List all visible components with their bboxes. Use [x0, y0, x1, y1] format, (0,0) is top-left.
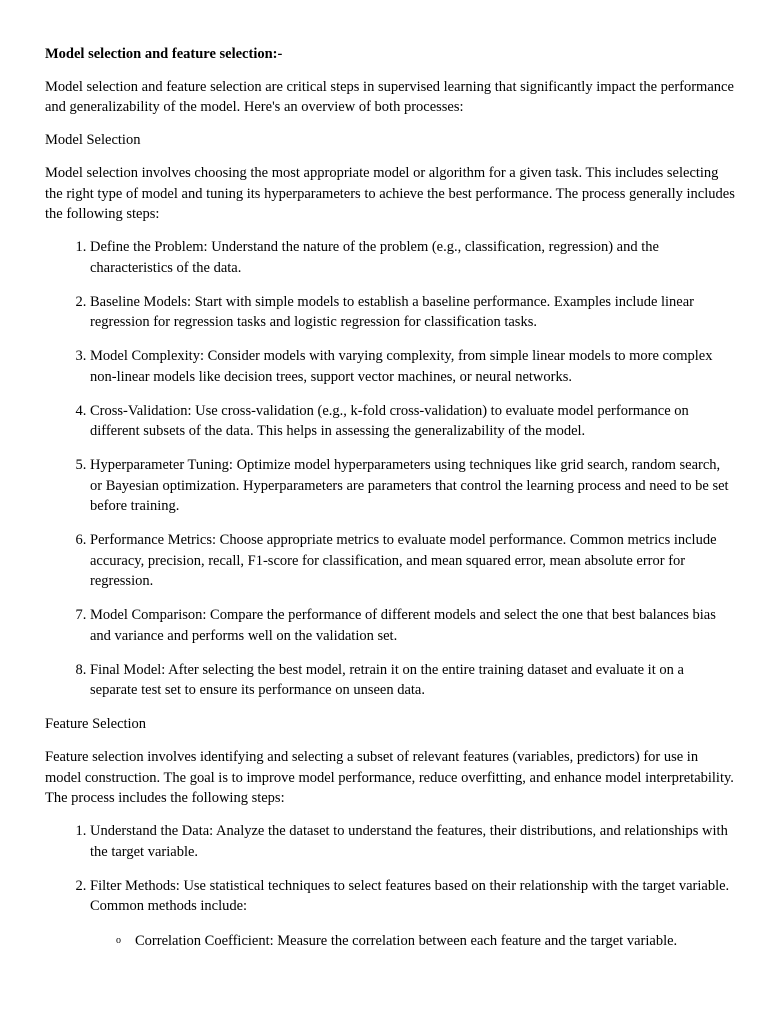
list-item: 1. Understand the Data: Analyze the dataset to understand the features, their distributions, and relationships with the target variable. [90, 821, 735, 862]
model-selection-intro: Model selection involves choosing the most appropriate model or algorithm for a given task. This includes selecting the right type of model and tuning its hyperparameters to achieve the best performance. The process generally includes the following steps: [45, 165, 735, 222]
circle-bullet-icon: o [116, 934, 121, 946]
list-item: 2. Baseline Models: Start with simple models to establish a baseline performance. Examples include linear regression for regression tasks and logistic regression for classification tasks. [90, 292, 735, 333]
model-selection-steps [45, 237, 735, 701]
feature-selection-steps [45, 821, 735, 951]
list-item: 8. Final Model: After selecting the best model, retrain it on the entire training dataset and evaluate it on a separate test set to ensure its performance on unseen data. [90, 660, 735, 701]
model-selection-heading: Model Selection [45, 132, 141, 148]
list-item-text: Filter Methods: Use statistical techniques to select features based on their relationship with the target variable. Common methods include: [90, 877, 730, 914]
list-item: 7. Model Comparison: Compare the performance of different models and select the one that best balances bias and variance and performs well on the validation set. [90, 605, 735, 646]
sub-list-item-text: Correlation Coefficient: Measure the correlation between each feature and the target variable. [135, 932, 678, 949]
feature-selection-intro: Feature selection involves identifying and selecting a subset of relevant features (variables, predictors) for use in model construction. The goal is to improve model performance, reduce overfitting, and enhance model interpretability. The process includes the following steps: [45, 749, 734, 806]
filter-methods-list [90, 931, 735, 952]
intro-paragraph: Model selection and feature selection are critical steps in supervised learning that significantly impact the performance and generalizability of the model. Here's an overview of both processes: [45, 78, 734, 115]
list-item [90, 876, 735, 952]
document-title: Model selection and feature selection:- [45, 46, 283, 62]
list-item: 1. Define the Problem: Understand the nature of the problem (e.g., classification, regression) and the characteristics of the data. [90, 237, 735, 278]
list-item: 3. Model Complexity: Consider models with varying complexity, from simple linear models to more complex non-linear models like decision trees, support vector machines, or neural networks. [90, 346, 735, 387]
list-item: 4. Cross-Validation: Use cross-validation (e.g., k-fold cross-validation) to evaluate model performance on different subsets of the data. This helps in assessing the generalizability of the model. [90, 401, 735, 442]
document-page [45, 40, 735, 965]
list-item: 5. Hyperparameter Tuning: Optimize model hyperparameters using techniques like grid search, random search, or Bayesian optimization. Hyperparameters are parameters that control the learning process and need to be set before training. [90, 455, 735, 517]
feature-selection-heading: Feature Selection [45, 716, 147, 732]
sub-list-item [116, 931, 735, 952]
list-item: 6. Performance Metrics: Choose appropriate metrics to evaluate model performance. Common metrics include accuracy, precision, recall, F1-score for classification, and mean squared error, mean absolute error for regression. [90, 530, 735, 592]
